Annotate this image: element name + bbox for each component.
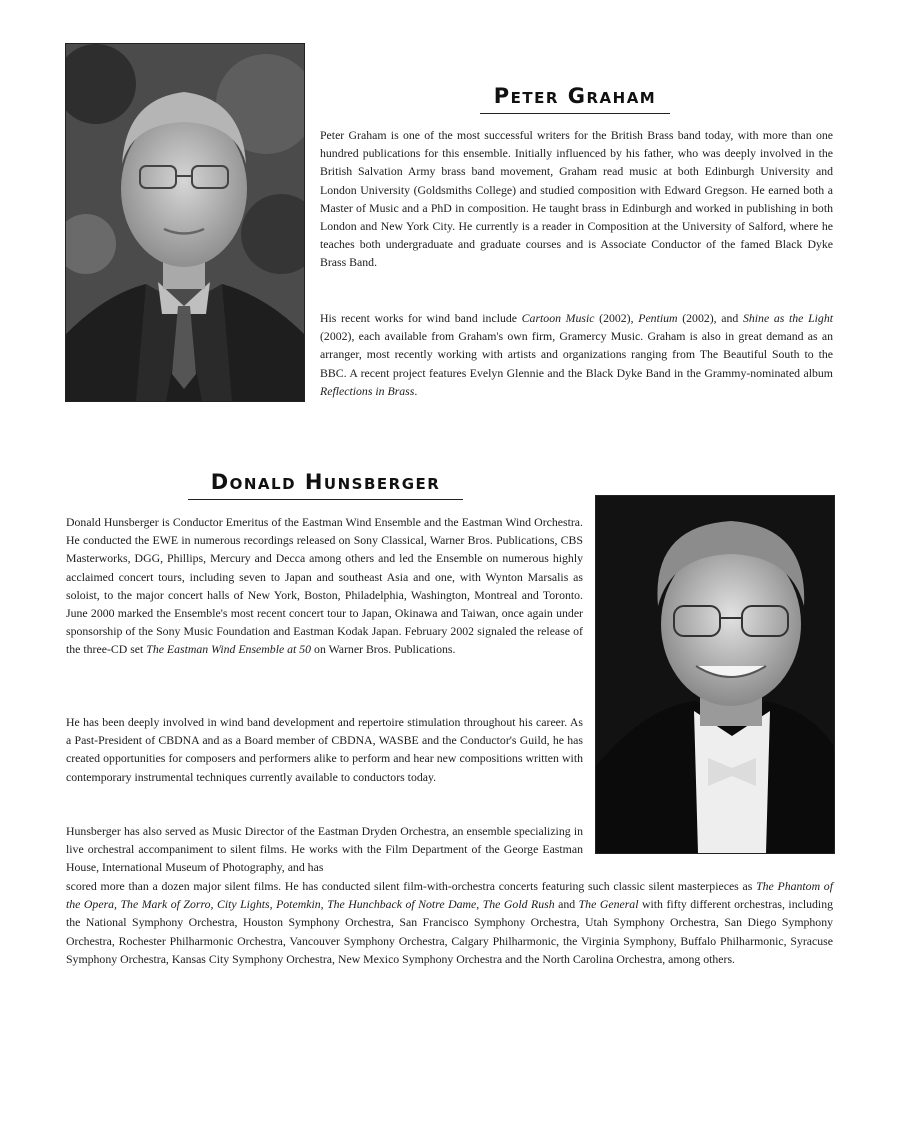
donald-hunsberger-bio-paragraph-3: Hunsberger has also served as Music Director of the Eastman Dryden Orchestra, an ensemble specializing in live orchestral accompaniment to silent films. He works with the Film Department of the George Eastman House, International Museum of Photography, and has — [66, 824, 583, 875]
film-titles: The Phantom of the Opera, The Mark of Zorro, City Lights, Potemkin, The Hunchback of Notre Dame, The Gold Rush — [66, 879, 833, 912]
peter-graham-photo — [65, 43, 305, 402]
peter-graham-heading: Peter Graham — [493, 84, 657, 108]
donald-hunsberger-heading: Donald Hunsberger — [210, 470, 441, 494]
work-title: Shine as the Light — [742, 311, 833, 325]
album-title: The Eastman Wind Ensemble at 50 — [146, 642, 312, 657]
peter-graham-bio-paragraph-1: Peter Graham is one of the most successful writers for the British Brass band today, with more than one hundred publications for this ensemble. Initially influenced by his father, who was deeply involved in the British Salvation Army brass band movement, Graham read music at both Edinburgh University and London University (Goldsmiths College) and studied composition with Edward Gregson. He earned both a Master of Music and a PhD in composition. He taught brass in Edinburgh and worked in publishing in both London and New York City. He currently is a reader in Composition at the University of Salford, where he teaches both undergraduate and graduate courses and is Associate Conductor of the famed Black Dyke Brass Band. — [320, 128, 833, 270]
album-title: Reflections in Brass — [320, 383, 415, 398]
donald-hunsberger-bio-paragraph-2: He has been deeply involved in wind band development and repertoire stimulation throughout his career. As a Past-President of CBDNA and as a Board member of CBDNA, WASBE and the Conductor's Guild, he has created opportunities for composers and performers alike to perform and hear new compositions written with contemporary instrumental techniques currently available to conductors today. — [66, 715, 583, 784]
film-title: The General — [578, 897, 639, 912]
donald-hunsberger-photo — [595, 495, 835, 854]
work-title: Cartoon Music — [521, 311, 595, 325]
peter-graham-heading-rule — [480, 113, 670, 114]
work-title: Pentium — [638, 311, 678, 325]
donald-hunsberger-bio-paragraph-1: Donald Hunsberger is Conductor Emeritus of the Eastman Wind Ensemble and the Eastman Wind Orchestra. He conducted the EWE in numerous recordings released on Sony Classical, Warner Bros. Publications, CBS Masterworks, DGG, Phillips, Mercury and Decca among others and led the Ensemble on numerous highly acclaimed concert tours, including seven to Japan and southeast Asia and one, with Wynton Marsalis as soloist, to the major concert halls of New York, Boston, Philadelphia, Washington, Montreal and Toronto. June 2000 marked the Ensemble's most recent concert tour to Japan, Okinawa and Taiwan, once again under sponsorship of the Sony Music Foundation and Eastman Kodak Japan. February 2002 signaled the release of the three-CD set The Eastman Wind Ensemble at 50 on Warner Bros. Publications. — [66, 515, 583, 657]
donald-hunsberger-bio-paragraph-3-continued: scored more than a dozen major silent films. He has conducted silent film-with-orchestra concerts featuring such classic silent masterpieces as The Phantom of the Opera, The Mark of Zorro, City Lights, Potemkin, The Hunchback of Notre Dame, The Gold Rush and The General with fifty different orchestras, including the National Symphony Orchestra, Houston Symphony Orchestra, San Francisco Symphony Orchestra, Utah Symphony Orchestra, San Diego Symphony Orchestra, Rochester Philharmonic Orchestra, Vancouver Symphony Orchestra, Calgary Philharmonic, the Virginia Symphony, Buffalo Philharmonic, Syracuse Symphony Orchestra, Kansas City Symphony Orchestra, New Mexico Symphony Orchestra and the North Carolina Orchestra, among others. — [66, 879, 833, 966]
donald-hunsberger-heading-rule — [188, 499, 463, 500]
peter-graham-bio-paragraph-2: His recent works for wind band include Cartoon Music (2002), Pentium (2002), and Shine as the Light (2002), each available from Graham's own firm, Gramercy Music. Graham is also in great demand as an arranger, most recently working with artists and organizations ranging from The Beautiful South to the BBC. A recent project features Evelyn Glennie and the Black Dyke Band in the Grammy-nominated album Reflections in Brass. — [320, 311, 833, 398]
